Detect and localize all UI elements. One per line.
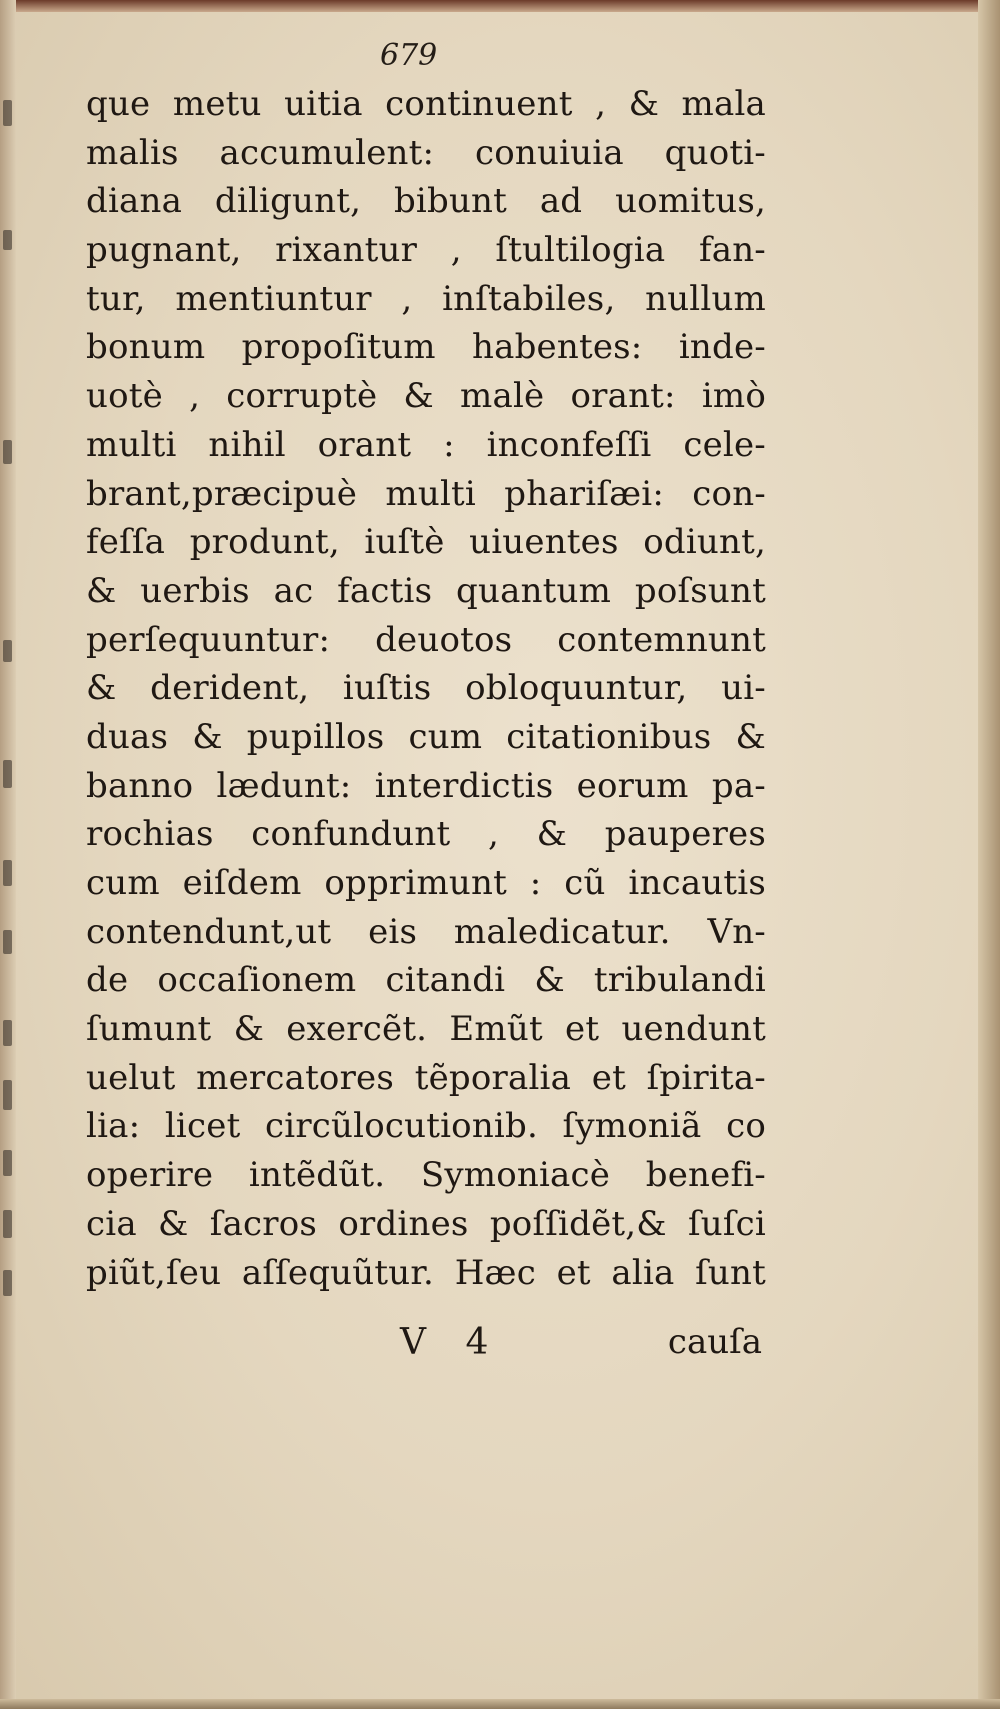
- text-line: piũt,ſeu aſſequũtur. Hæc et alia ſunt: [86, 1252, 766, 1293]
- ink-bleed-mark: [3, 1020, 12, 1046]
- text-line: feſſa produnt, iuſtè uiuentes odiunt,: [86, 522, 766, 563]
- page-bottom-edge: [0, 1699, 1000, 1709]
- body-text: [86, 80, 766, 1297]
- ink-bleed-mark: [3, 640, 12, 662]
- text-line: uelut mercatores tẽporalia et ſpirita-: [86, 1057, 766, 1098]
- page-footer: [86, 1322, 766, 1370]
- ink-bleed-mark: [3, 1080, 12, 1110]
- page-top-edge: [0, 0, 1000, 12]
- signature-mark: V 4: [400, 1322, 489, 1363]
- text-line: multi nihil orant : inconfeſſi cele-: [86, 424, 766, 465]
- page-right-edge: [978, 0, 1000, 1709]
- text-line: duas & pupillos cum citationibus &: [86, 716, 766, 757]
- text-line: uotè , corruptè & malè orant: imò: [86, 376, 766, 417]
- text-line: que metu uitia continuent , & mala: [86, 84, 766, 124]
- text-line: lia: licet circũlocutionib. ſymoniã co: [86, 1106, 766, 1147]
- text-line: cia & ſacros ordines poſſidẽt,& ſuſci: [86, 1203, 766, 1244]
- ink-bleed-mark: [3, 760, 12, 788]
- catchword: cauſa: [667, 1322, 762, 1362]
- ink-bleed-mark: [3, 1210, 12, 1238]
- text-line: & uerbis ac factis quantum poſsunt: [86, 570, 766, 611]
- text-line: bonum propoſitum habentes: inde-: [86, 327, 766, 368]
- ink-bleed-mark: [3, 230, 12, 250]
- ink-bleed-mark: [3, 1270, 12, 1296]
- ink-bleed-mark: [3, 440, 12, 464]
- text-line: pugnant, rixantur , ſtultilogia fan-: [86, 230, 766, 271]
- ink-bleed-mark: [3, 860, 12, 886]
- text-line: contendunt,ut eis maledicatur. Vn-: [86, 911, 766, 952]
- ink-bleed-mark: [3, 1150, 12, 1176]
- text-line: de occaſionem citandi & tribulandi: [86, 960, 766, 1001]
- text-line: operire intẽdũt. Symoniacè benefi-: [86, 1155, 766, 1196]
- text-line: diana diligunt, bibunt ad uomitus,: [86, 181, 766, 222]
- text-line: perſequuntur: deuotos contemnunt: [86, 619, 766, 660]
- ink-bleed-mark: [3, 930, 12, 954]
- text-line: & derident, iuſtis obloquuntur, ui-: [86, 668, 766, 709]
- text-line: rochias confundunt , & pauperes: [86, 814, 766, 855]
- page-left-edge: [0, 0, 16, 1709]
- text-line: cum eiſdem opprimunt : cũ incautis: [86, 863, 766, 903]
- text-line: tur, mentiuntur , inſtabiles, nullum: [86, 278, 766, 319]
- text-line: ſumunt & exercẽt. Emũt et uendunt: [86, 1009, 766, 1050]
- page-number: 679: [380, 38, 438, 73]
- text-line: brant,præcipuè multi phariſæi: con-: [86, 473, 766, 514]
- text-line: malis accumulent: conuiuia quoti-: [86, 132, 766, 173]
- text-line: banno lædunt: interdictis eorum pa-: [86, 765, 766, 806]
- ink-bleed-mark: [3, 100, 12, 126]
